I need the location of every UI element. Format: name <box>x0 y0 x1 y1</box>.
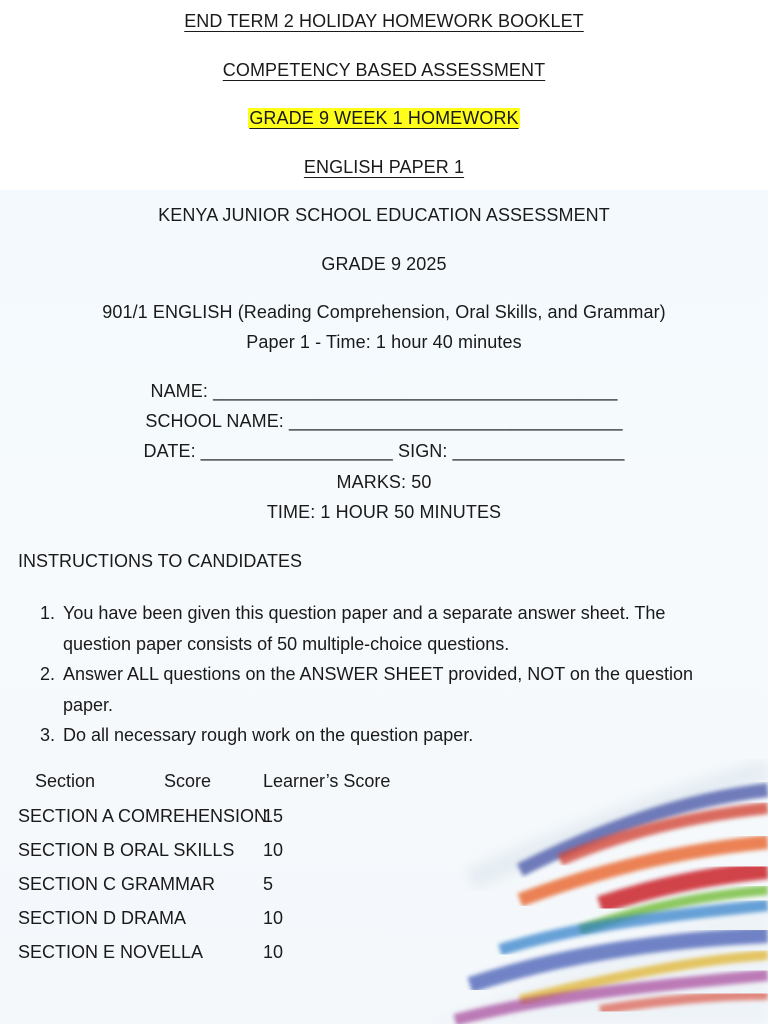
instruction-text: Do all necessary rough work on the question paper. <box>63 725 474 745</box>
name-field[interactable]: NAME: ________________________________________ <box>150 381 618 401</box>
assessment-type: COMPETENCY BASED ASSESSMENT <box>222 60 546 80</box>
instruction-item <box>40 659 730 720</box>
marks-label: MARKS: 50 <box>336 472 432 492</box>
instructions-list <box>40 598 730 751</box>
booklet-title: END TERM 2 HOLIDAY HOMEWORK BOOKLET <box>184 11 584 31</box>
instruction-text: question paper consists of 50 multiple-choice questions. <box>63 633 510 654</box>
table-row-score: 5 <box>263 874 274 894</box>
paper-name: ENGLISH PAPER 1 <box>303 157 465 177</box>
subject-line: 901/1 ENGLISH (Reading Comprehension, Oral Skills, and Grammar) <box>102 302 666 322</box>
instruction-number: 3. <box>40 725 56 745</box>
institution-name: KENYA JUNIOR SCHOOL EDUCATION ASSESSMENT <box>158 205 610 225</box>
table-header-section: Section <box>35 771 96 791</box>
table-row-score: 10 <box>263 840 284 860</box>
table-row-score: 10 <box>263 942 284 962</box>
table-row-score: 15 <box>263 806 284 826</box>
instruction-text: You have been given this question paper and a separate answer sheet. The <box>63 603 666 623</box>
table-row-section-name: SECTION A COMREHENSION <box>18 806 268 826</box>
table-header-learner-score: Learner’s Score <box>263 771 391 791</box>
table-row-section-name: SECTION C GRAMMAR <box>18 874 216 894</box>
time-label: TIME: 1 HOUR 50 MINUTES <box>266 502 502 522</box>
school-name-field[interactable]: SCHOOL NAME: _________________________________ <box>145 411 623 431</box>
grade-year: GRADE 9 2025 <box>321 254 447 274</box>
week-label: GRADE 9 WEEK 1 HOMEWORK <box>249 108 519 128</box>
instruction-text: Answer ALL questions on the ANSWER SHEET provided, NOT on the question <box>63 664 694 684</box>
table-row-section-name: SECTION B ORAL SKILLS <box>18 840 235 860</box>
instruction-item <box>40 720 730 751</box>
table-row-score: 10 <box>263 908 284 928</box>
paper-time: Paper 1 - Time: 1 hour 40 minutes <box>246 332 522 352</box>
instruction-number: 1. <box>40 603 56 623</box>
instructions-title: INSTRUCTIONS TO CANDIDATES <box>18 551 303 571</box>
instruction-text: paper. <box>63 694 114 715</box>
table-row-section-name: SECTION D DRAMA <box>18 908 187 928</box>
table-header-score: Score <box>164 771 212 791</box>
date-sign-field[interactable]: DATE: ___________________ SIGN: _________________ <box>143 441 625 461</box>
instruction-item <box>40 598 730 659</box>
instruction-number: 2. <box>40 664 56 684</box>
table-row-section-name: SECTION E NOVELLA <box>18 942 204 962</box>
